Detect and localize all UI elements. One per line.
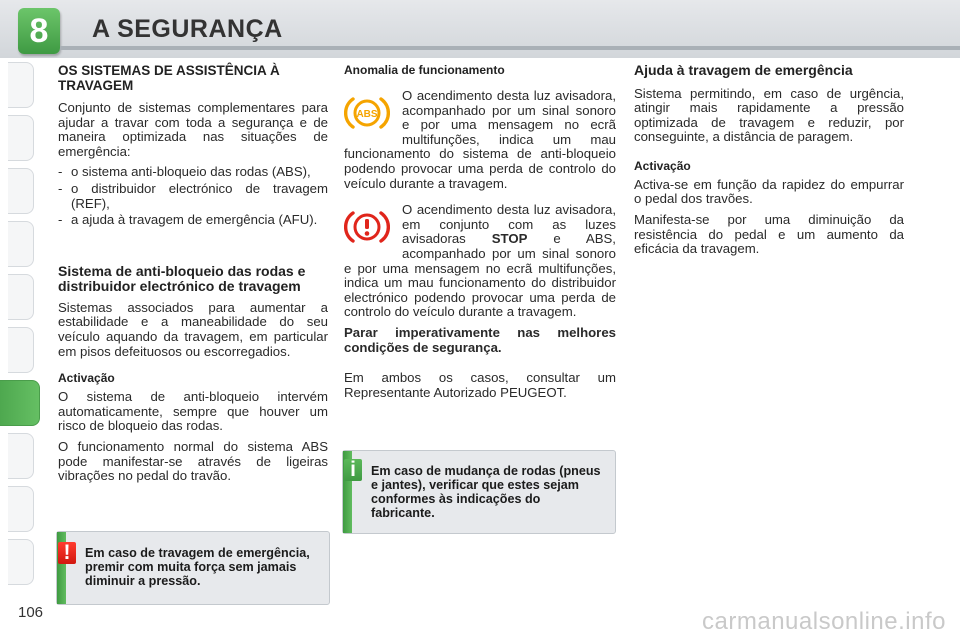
chapter-badge: 8 <box>18 8 60 54</box>
abs-warning-block <box>344 89 616 191</box>
page-number: 106 <box>18 604 44 621</box>
info-icon: i <box>344 459 362 481</box>
stop-label: STOP <box>491 231 528 247</box>
activation-paragraph: O sistema de anti-bloqueio intervém automaticamente, sempre que houver um risco de bloqueio das rodas. <box>58 389 328 434</box>
alert-icon: ! <box>58 542 76 564</box>
section-heading: OS SISTEMAS DE ASSISTÊNCIA À TRAVAGEM <box>58 63 280 93</box>
systems-list <box>58 165 328 227</box>
brake-warning-icon <box>344 209 390 245</box>
alert-box-text: Em caso de travagem de emergência, premir com muita força sem jamais diminuir a pressão. <box>85 546 310 588</box>
abs-warning-icon <box>344 95 390 131</box>
column-assist-systems <box>58 63 328 490</box>
column-emergency-brake-assist <box>634 63 904 263</box>
body-paragraph: Sistemas associados para aumentar a estabilidade e a maneabilidade do seu veículo aquando da travagem, em particular em pisos defeituosos ou escorregadios. <box>58 299 328 359</box>
column-malfunction <box>344 63 616 406</box>
activation-paragraph: Activa-se em função da rapidez do empurrar o pedal dos travões. <box>634 176 904 207</box>
chapter-tab[interactable] <box>8 539 34 585</box>
page-header <box>0 0 960 58</box>
brake-warning-paragraph: O acendimento desta luz avisadora, em conjunto com as luzes avisadoras STOP e ABS, acompanhado por um sinal sonoro e por uma mensagem no ecrã multifunções, indica um mau funcionamento do distribuidor electrónico podendo provocar uma perda de controlo do veículo durante a travagem. <box>344 202 616 320</box>
activation-heading: Activação <box>58 371 115 386</box>
subsection-heading: Sistema de anti-bloqueio das rodas e distribuidor electrónico de travagem <box>58 262 306 295</box>
dealer-paragraph: Em ambos os casos, consultar um Representante Autorizado PEUGEOT. <box>344 370 616 400</box>
header-rule <box>60 46 960 50</box>
chapter-tab[interactable] <box>8 327 34 373</box>
chapter-tab[interactable] <box>8 221 34 267</box>
intro-paragraph: Conjunto de sistemas complementares para ajudar a travar com toda a segurança e de maneira optimizada nas situações de emergência: <box>58 100 328 159</box>
abs-warning-paragraph: O acendimento desta luz avisadora, acompanhado por um sinal sonoro e por uma mensagem no ecrã multifunções, indica um mau funcionamento do sistema de anti-bloqueio podendo provocar uma perda de controlo do veículo durante a travagem. <box>344 88 616 191</box>
alert-box <box>56 531 330 605</box>
footer-watermark: carmanualsonline.info <box>702 608 946 635</box>
activation-heading: Activação <box>634 158 691 173</box>
malfunction-heading: Anomalia de funcionamento <box>344 63 505 77</box>
chapter-tab[interactable] <box>8 274 34 320</box>
activation-paragraph: Manifesta-se por uma diminuição da resistência do pedal e um aumento da eficácia da travagem. <box>634 212 904 257</box>
chapter-tabs <box>0 62 40 592</box>
list-item: - o sistema anti-bloqueio das rodas (ABS), <box>58 165 328 180</box>
chapter-tab[interactable] <box>8 486 34 532</box>
ebs-heading: Ajuda à travagem de emergência <box>634 62 853 78</box>
chapter-tab[interactable] <box>8 115 34 161</box>
chapter-tab[interactable] <box>8 62 34 108</box>
activation-paragraph: O funcionamento normal do sistema ABS pode manifestar-se através de ligeiras vibrações no pedal do travão. <box>58 438 328 484</box>
list-item: - a ajuda à travagem de emergência (AFU). <box>58 213 328 228</box>
chapter-tab-active[interactable] <box>0 380 40 426</box>
info-box-text: Em caso de mudança de rodas (pneus e jantes), verificar que estes sejam conformes às indicações do fabricante. <box>371 464 601 520</box>
brake-warning-block <box>344 203 616 320</box>
chapter-tab[interactable] <box>8 433 34 479</box>
info-box <box>342 450 616 534</box>
chapter-tab[interactable] <box>8 168 34 214</box>
svg-text:ABS: ABS <box>356 109 378 120</box>
list-item: - o distribuidor electrónico de travagem (REF), <box>58 182 328 211</box>
safety-note: Parar imperativamente nas melhores condições de segurança. <box>344 324 616 355</box>
chapter-title: A SEGURANÇA <box>92 15 283 43</box>
ebs-paragraph: Sistema permitindo, em caso de urgência, atingir mais rapidamente a pressão optimizada de travagem e reduzir, por conseguinte, a distância de paragem. <box>634 85 904 145</box>
